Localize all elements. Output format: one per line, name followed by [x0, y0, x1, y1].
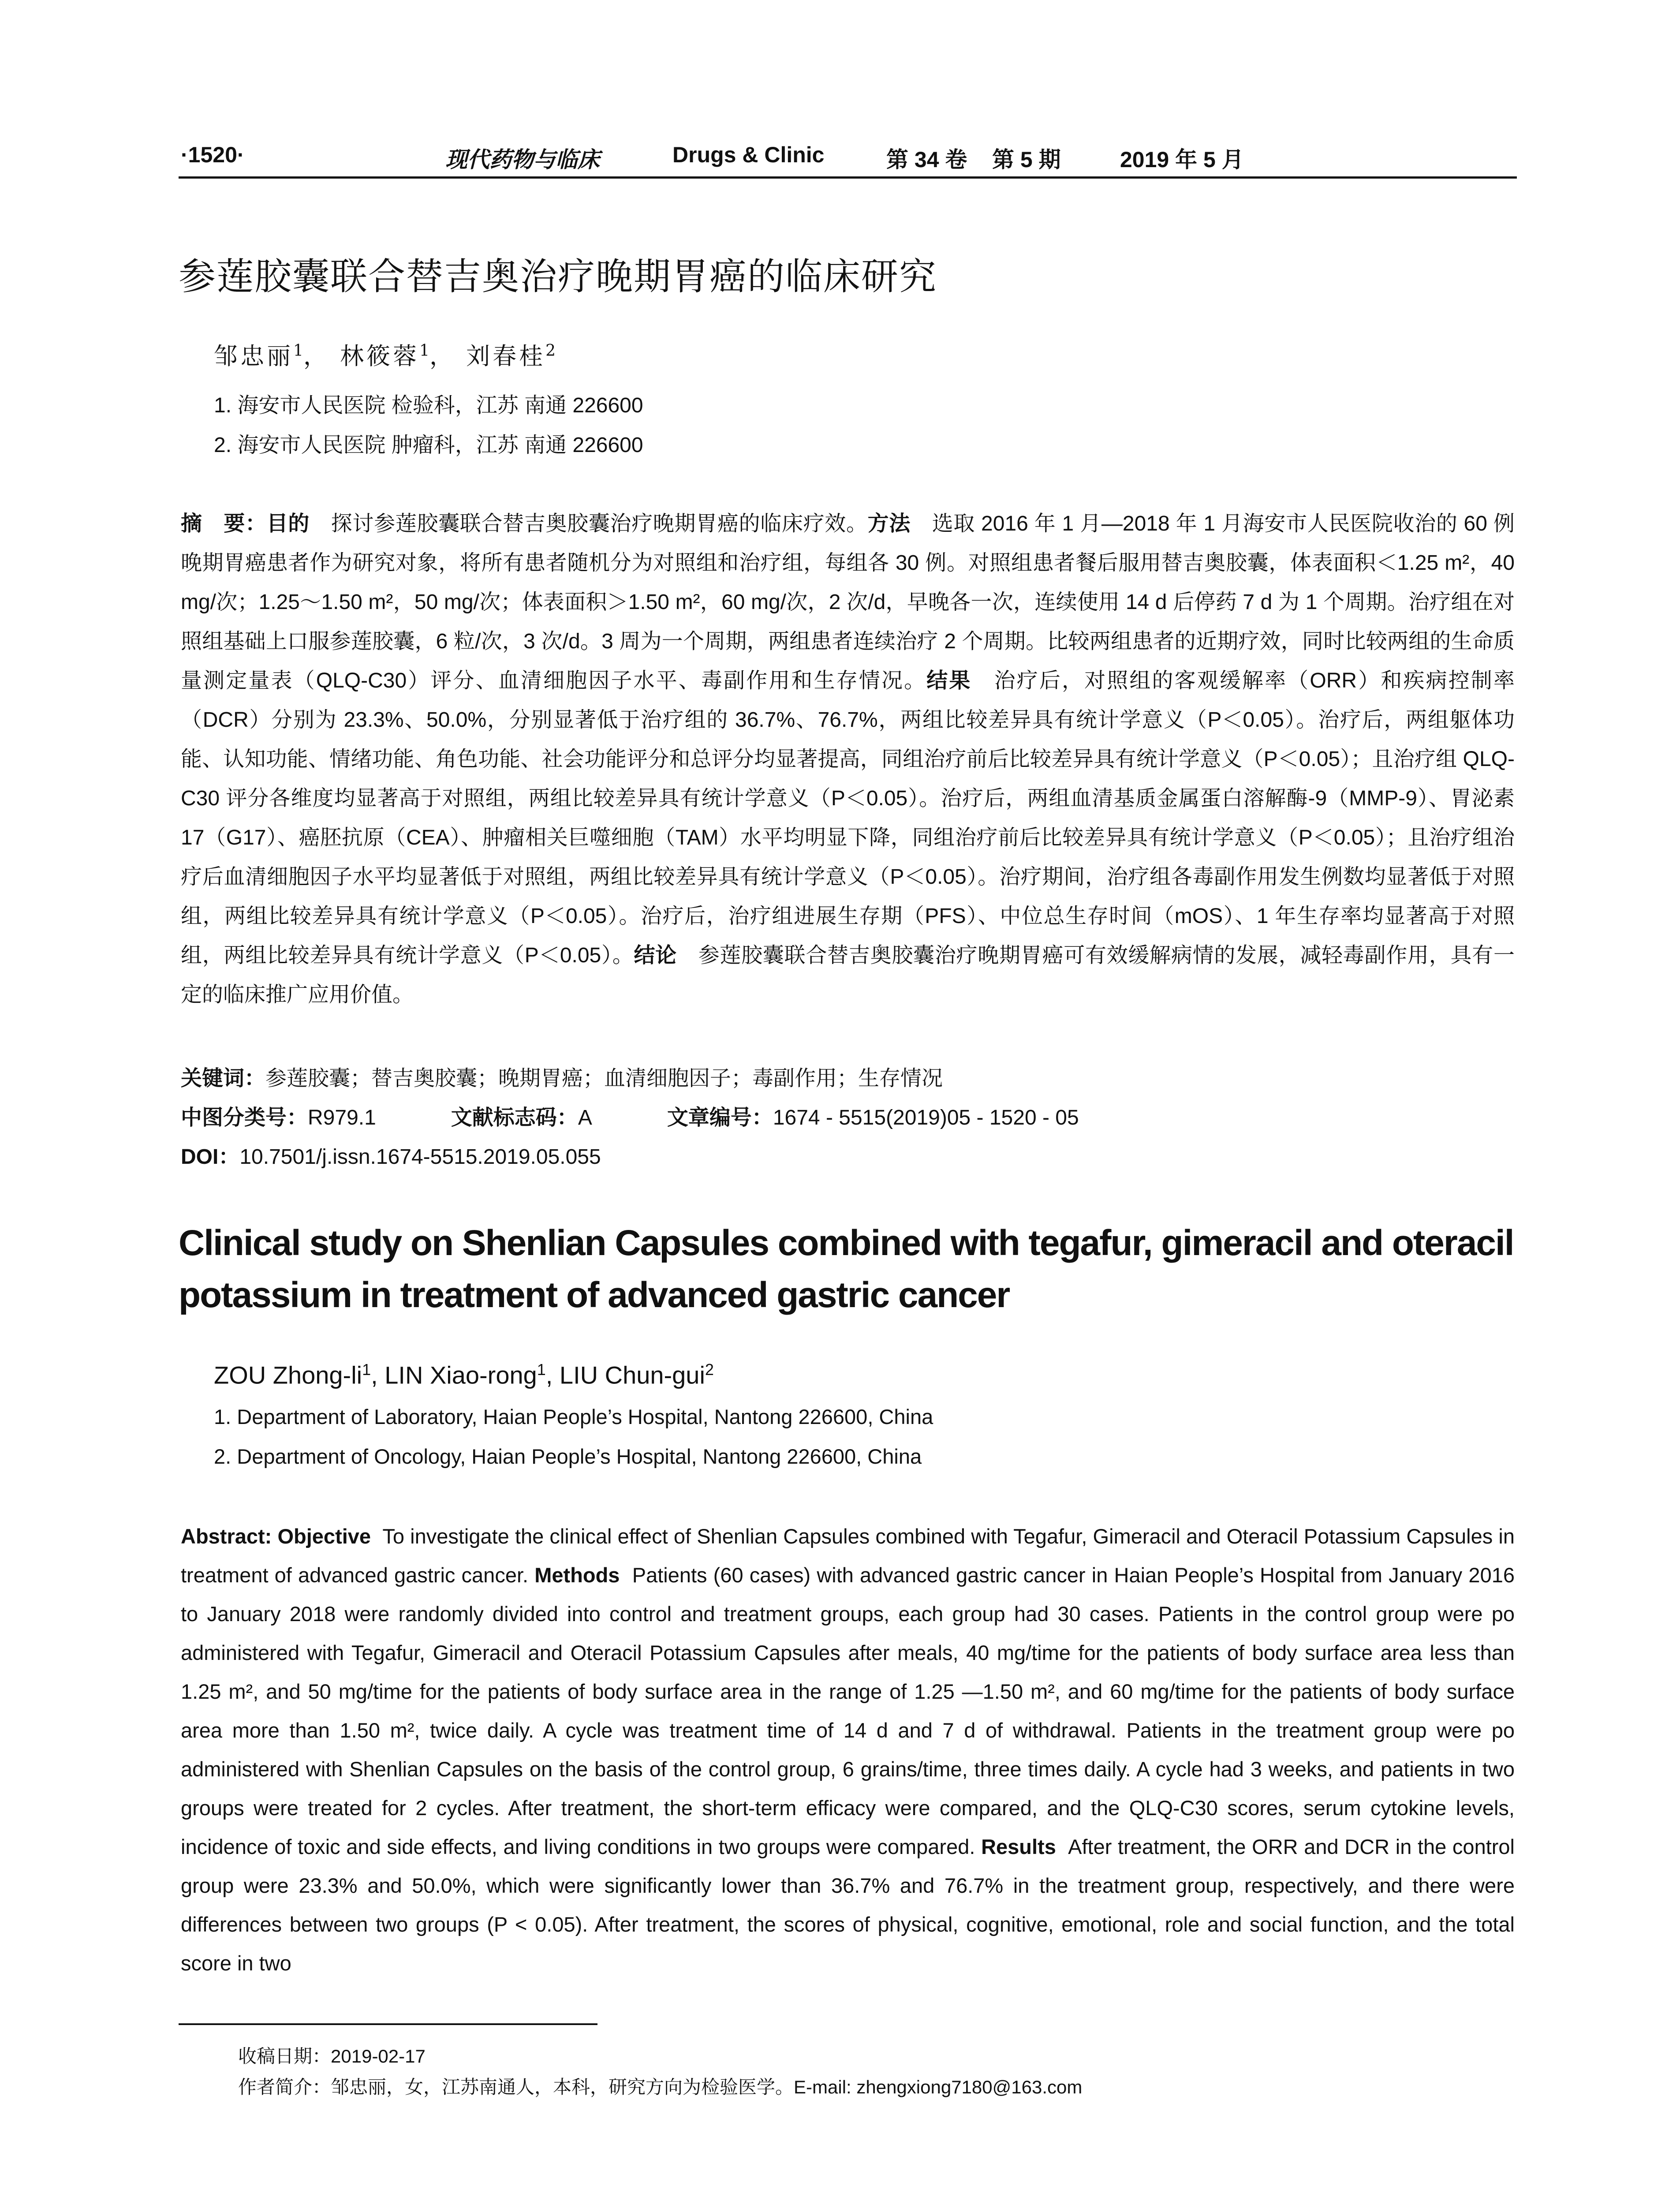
cn-conclusion-text: 参莲胶囊联合替吉奥胶囊治疗晚期胃癌可有效缓解病情的发展，减轻毒副作用，具有一定的临床推广应用价值。 — [181, 944, 1515, 1006]
en-results-label: Results — [981, 1835, 1056, 1858]
en-results-text: After treatment, the ORR and DCR in the control group were 23.3% and 50.0%, which were significantly lower than 36.7% and 76.7% in the treatment group, respectively, and there were differences between two groups (P < 0.05). After treatment, the scores of physical, cognitive, emotional, role and social function, and the total score in two — [181, 1835, 1515, 1975]
cn-title: 参莲胶囊联合替吉奥治疗晚期胃癌的临床研究 — [179, 255, 937, 298]
en-objective-text: To investigate the clinical effect of Shenlian Capsules combined with Tegafur, Gimeracil and Oteracil Potassium Capsules in treatment of advanced gastric cancer. — [181, 1525, 1515, 1587]
cn-authors: 邹忠丽$^1$， 林筱蓉$^1$， 刘春桂$^2$ — [214, 342, 556, 370]
doi-label: DOI： — [181, 1145, 240, 1169]
doi-value: 10.7501/j.issn.1674-5515.2019.05.055 — [239, 1145, 601, 1169]
en-affiliation: 2. Department of Oncology, Haian People’s Hospital, Nantong 226600, China — [214, 1445, 922, 1468]
cn-author-sup: 2 — [545, 342, 556, 360]
cn-doi — [181, 1140, 601, 1170]
en-affiliation: 1. Department of Laboratory, Haian People’s Hospital, Nantong 226600, China — [214, 1405, 933, 1428]
cn-author-sup: 1 — [419, 342, 429, 360]
en-title: Clinical study on Shenlian Capsules combined with tegafur, gimeracil and oteracil potassium in treatment of advanced gastric cancer — [179, 1223, 1514, 1315]
cn-affiliation: 1. 海安市人民医院 检验科，江苏 南通 226600 — [214, 394, 643, 417]
clc-value: R979.1 — [308, 1106, 376, 1129]
cn-results-text: 治疗后，对照组的客观缓解率（ORR）和疾病控制率（DCR）分别为 23.3%、50.0%，分别显著低于治疗组的 36.7%、76.7%，两组比较差异具有统计学意义（P＜0.05）。治疗后，两组躯体功能、认知功能、情绪功能、角色功能、社会功能评分和总评分均显著提高，同组治疗前后比较差异具有统计学意义（P＜0.05）；且治疗组 QLQ-C30 评分各维度均显著高于对照组，两组比较差异具有统计学意义（P＜0.05）。治疗后，两组血清基质金属蛋白溶解酶-9（MMP-9）、胃泌素 17（G17）、癌胚抗原（CEA）、肿瘤相关巨噬细胞（TAM）水平均明显下降，同组治疗前后比较差异具有统计学意义（P＜0.05）；且治疗组治疗后血清细胞因子水平均显著低于对照组，两组比较差异具有统计学意义（P＜0.05）。治疗期间，治疗组各毒副作用发生例数均显著低于对照组，两组比较差异具有统计学意义（P＜0.05）。治疗后，治疗组进展生存期（PFS）、中位总生存时间（mOS）、1 年生存率均显著高于对照组，两组比较差异具有统计学意义（P＜0.05）。 — [181, 669, 1515, 967]
page-number: ·1520· — [181, 142, 245, 167]
cn-methods-text: 选取 2016 年 1 月—2018 年 1 月海安市人民医院收治的 60 例晚期胃癌患者作为研究对象，将所有患者随机分为对照组和治疗组，每组各 30 例。对照组患者餐后服用替吉奥胶囊，体表面积＜1.25 m²，40 mg/次；1.25～1.50 m²，50 mg/次；体表面积＞1.50 m²，60 mg/次，2 次/d，早晚各一次，连续使用 14 d 后停药 7 d 为 1 个周期。治疗组在对照组基础上口服参莲胶囊，6 粒/次，3 次/d。3 周为一个周期，两组患者连续治疗 2 个周期。比较两组患者的近期疗效，同时比较两组的生命质量测定量表（QLQ-C30）评分、血清细胞因子水平、毒副作用和生存情况。 — [181, 512, 1515, 692]
issue: 第 5 期 — [992, 147, 1061, 172]
en-author-name: LIU Chun-gui — [559, 1361, 705, 1389]
en-author-sup: 2 — [705, 1360, 714, 1379]
cn-objective-text: 探讨参莲胶囊联合替吉奥胶囊治疗晚期胃癌的临床疗效。 — [331, 512, 868, 535]
bio-label: 作者简介： — [238, 2077, 331, 2097]
en-author-sup: 1 — [537, 1360, 546, 1379]
publication-date: 2019 年 5 月 — [1120, 147, 1244, 172]
cn-keywords — [181, 1061, 943, 1091]
en-methods-label: Methods — [534, 1563, 620, 1587]
clc-label: 中图分类号： — [181, 1106, 308, 1129]
en-author-name: LIN Xiao-rong — [385, 1361, 537, 1389]
received-value: 2019-02-17 — [331, 2046, 426, 2067]
journal-name-en: Drugs & Clinic — [672, 142, 825, 167]
article-no-label: 文章编号： — [667, 1106, 773, 1129]
cn-author-name: 刘春桂 — [466, 342, 546, 370]
cn-results-label: 结果 — [926, 669, 972, 692]
en-abstract — [181, 1517, 1515, 1983]
en-methods-text: Patients (60 cases) with advanced gastric cancer in Haian People’s Hospital from January 2016 to January 2018 were randomly divided into control and treatment groups, each group had 30 cases. Patients in the control group were po administered with Tegafur, Gimeracil and Oteracil Potassium Capsules after meals, 40 mg/time for the patients of body surface area less than 1.25 m², and 50 mg/time for the patients of body surface area in the range of 1.25 —1.50 m², and 60 mg/time for the patients of body surface area more than 1.50 m², twice daily. A cycle was treatment time of 14 d and 7 d of withdrawal. Patients in the treatment group were po administered with Shenlian Capsules on the basis of the control group, 6 grains/time, three times daily. A cycle had 3 weeks, and patients in two groups were treated for 2 cycles. After treatment, the short-term efficacy were compared, and the QLQ-C30 scores, serum cytokine levels, incidence of toxic and side effects, and living conditions in two groups were compared. — [181, 1563, 1515, 1858]
keywords-text: 参莲胶囊；替吉奥胶囊；晚期胃癌；血清细胞因子；毒副作用；生存情况 — [265, 1067, 943, 1090]
doc-code-value: A — [578, 1106, 592, 1129]
doc-code-label: 文献标志码： — [451, 1106, 578, 1129]
en-objective-label: Objective — [277, 1525, 371, 1548]
received-date — [238, 2042, 426, 2068]
en-author-sup: 1 — [362, 1360, 371, 1379]
cn-objective-label: 目的 — [266, 512, 310, 535]
journal-name-cn: 现代药物与临床 — [445, 146, 600, 172]
cn-methods-label: 方法 — [867, 512, 911, 535]
cn-conclusion-label: 结论 — [634, 944, 677, 967]
cn-author-name: 林筱蓉 — [340, 342, 420, 370]
cn-classification — [181, 1100, 1079, 1131]
footnote-rule — [179, 2023, 597, 2025]
running-header — [181, 142, 1517, 174]
en-author-name: ZOU Zhong-li — [214, 1361, 362, 1389]
article-no-value: 1674 - 5515(2019)05 - 1520 - 05 — [773, 1106, 1079, 1129]
author-bio — [238, 2073, 1082, 2099]
cn-author-name: 邹忠丽 — [214, 342, 293, 370]
cn-author-sup: 1 — [293, 342, 303, 360]
en-abstract-label: Abstract: — [181, 1525, 272, 1548]
cn-abstract-label: 摘 要： — [181, 512, 267, 535]
header-rule — [179, 176, 1517, 179]
keywords-label: 关键词： — [181, 1067, 266, 1090]
cn-abstract — [181, 504, 1515, 1014]
en-authors: ZOU Zhong-$li^1$, LIN Xiao-rong$^1$, LIU Chun-gui$^2$ — [214, 1360, 714, 1389]
bio-text: 邹忠丽，女，江苏南通人，本科，研究方向为检验医学。E-mail: zhengxiong7180@163.com — [331, 2077, 1083, 2097]
volume: 第 34 卷 — [886, 147, 967, 172]
received-label: 收稿日期： — [238, 2046, 331, 2067]
cn-affiliation: 2. 海安市人民医院 肿瘤科，江苏 南通 226600 — [214, 434, 643, 457]
